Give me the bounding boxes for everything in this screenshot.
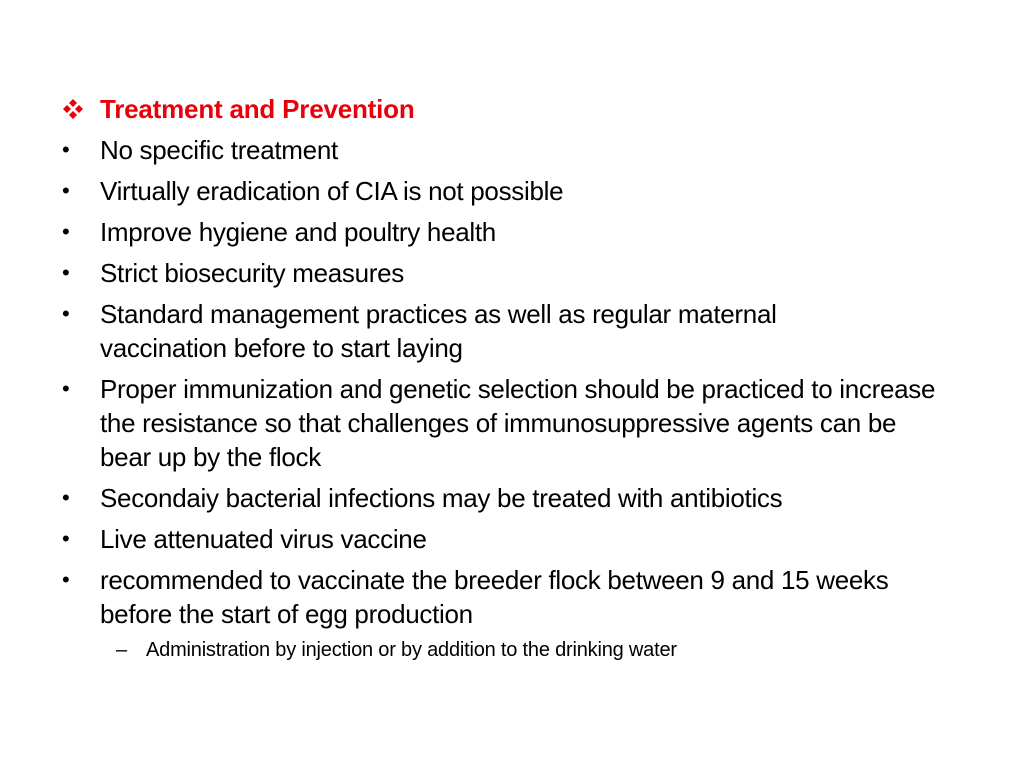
bullet-icon: • (62, 178, 70, 203)
list-item-text: No specific treatment (100, 135, 338, 165)
bullet-icon: • (62, 567, 70, 592)
list-item-text: Improve hygiene and poultry health (100, 217, 496, 247)
list-item-text: Virtually eradication of CIA is not possible (100, 176, 564, 206)
slide-heading (62, 92, 415, 126)
list-item (62, 481, 962, 515)
heading-title: Treatment and Prevention (100, 93, 415, 124)
list-item-text: Secondaiy bacterial infections may be treated with antibiotics (100, 483, 783, 513)
sub-list-item-text: Administration by injection or by addition to the drinking water (146, 639, 677, 661)
list-item (62, 563, 962, 631)
dash-bullet-icon: – (116, 639, 128, 661)
bullet-icon: • (62, 485, 70, 510)
list-item (62, 133, 962, 167)
bullet-icon: • (62, 137, 70, 162)
list-item-text: Live attenuated virus vaccine (100, 524, 427, 554)
bullet-icon: • (62, 526, 70, 551)
sub-list-item (116, 636, 906, 664)
bullet-icon: • (62, 301, 70, 326)
list-item-text: recommended to vaccinate the breeder flock between 9 and 15 weeks before the start of egg production (100, 565, 889, 629)
list-item-text: Standard management practices as well as regular maternal vaccination before to start laying (100, 299, 777, 363)
bullet-icon: • (62, 376, 70, 401)
diamond-cluster-icon (62, 98, 100, 120)
list-item (62, 256, 962, 290)
list-item (62, 372, 962, 474)
bullet-icon: • (62, 219, 70, 244)
list-item (62, 297, 962, 365)
list-item (62, 215, 962, 249)
list-item-text: Strict biosecurity measures (100, 258, 405, 288)
list-item-text: Proper immunization and genetic selection should be practiced to increase the resistance so that challenges of immunosuppressive agents can be bear up by the flock (100, 374, 936, 472)
bullet-icon: • (62, 260, 70, 285)
list-item (62, 522, 962, 556)
list-item (62, 174, 962, 208)
